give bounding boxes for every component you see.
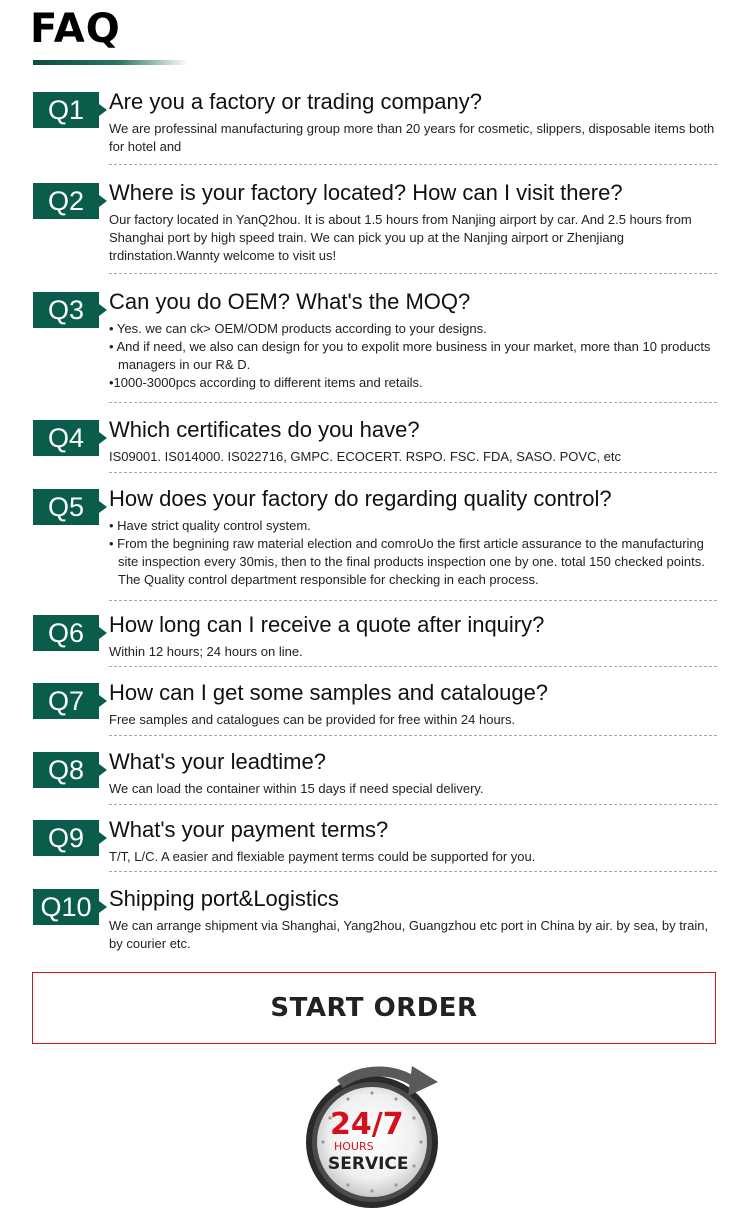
faq-answer [109,517,717,589]
faq-badge: Q3 [33,292,99,328]
start-order-button[interactable] [32,972,716,1044]
faq-badge: Q6 [33,615,99,651]
faq-answer: T/T, L/C. A easier and flexiable payment terms could be supported for you. [109,849,536,864]
divider [109,472,717,473]
faq-badge: Q4 [33,420,99,456]
divider [109,735,717,736]
start-order-label: START ORDER [270,993,478,1023]
faq-question: Are you a factory or trading company? [109,89,482,114]
faq-answer: Free samples and catalogues can be provided for free within 24 hours. [109,712,516,727]
answer-bullet: • Yes. we can ck> OEM/ODM products according to your designs. [109,321,487,336]
divider [109,402,717,403]
faq-answer: We are professinal manufacturing group more than 20 years for cosmetic, slippers, disposable items both for hotel and [109,121,715,154]
divider [109,666,717,667]
answer-bullet: •1000-3000pcs according to different items and retails. [109,375,423,390]
faq-badge: Q10 [33,889,99,925]
page-title: FAQ [30,6,121,52]
title-underline [33,60,188,65]
answer-bullet: • And if need, we also can design for you to expolit more business in your market, more than 10 products managers in our R& D. [109,339,711,372]
faq-badge: Q2 [33,183,99,219]
faq-answer: Our factory located in YanQ2hou. It is about 1.5 hours from Nanjing airport by car. And 2.5 hours from Shanghai port by high speed train. We can pick you up at the Nanjing airport or Zhenjiang trdinstation.Wannty welcome to visit us! [109,212,692,263]
faq-answer: We can load the container within 15 days if need special delivery. [109,781,484,796]
divider [109,804,717,805]
faq-question: What's your leadtime? [109,749,326,774]
faq-answer: IS09001. IS014000. IS022716, GMPC. ECOCERT. RSPO. FSC. FDA, SASO. POVC, etc [109,449,622,464]
faq-question: How can I get some samples and catalouge? [109,680,549,705]
faq-badge: Q8 [33,752,99,788]
faq-question: Which certificates do you have? [109,417,420,442]
faq-question: What's your payment terms? [109,817,389,842]
logo-small-text: HOURS [334,1140,374,1153]
faq-question: Shipping port&Logistics [109,886,339,911]
faq-question: How long can I receive a quote after inquiry? [109,612,545,637]
logo-big-text: 24/7 [330,1107,404,1142]
faq-question: Where is your factory located? How can I visit there? [109,180,623,205]
faq-answer: Within 12 hours; 24 hours on line. [109,644,303,659]
divider [109,164,717,165]
24-7-service-icon [300,1056,450,1216]
divider [109,600,717,601]
logo-word-text: SERVICE [328,1154,409,1174]
faq-badge: Q7 [33,683,99,719]
faq-badge: Q5 [33,489,99,525]
faq-answer [109,320,717,392]
faq-answer: We can arrange shipment via Shanghai, Yang2hou, Guangzhou etc port in China by air. by sea, by train, by courier etc. [109,918,709,951]
faq-question: Can you do OEM? What's the MOQ? [109,289,471,314]
answer-bullet: • Have strict quality control system. [109,518,311,533]
faq-badge: Q9 [33,820,99,856]
faq-badge: Q1 [33,92,99,128]
answer-bullet: • From the begnining raw material election and comroUo the first article assurance to the manufacturing site inspection every 30mis, then to the final products inspection one by one. total 150 checked points. The Quality control department responsible for checking in each process. [109,536,705,587]
divider [109,871,717,872]
divider [109,273,717,274]
faq-question: How does your factory do regarding quality control? [109,486,612,511]
